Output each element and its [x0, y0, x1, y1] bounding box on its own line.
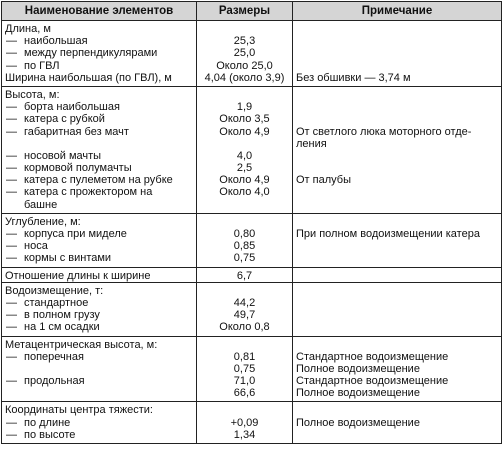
item-label-text: катера с рубкой [24, 113, 105, 126]
specs-table [1, 1, 502, 444]
item-label-text: в полном грузу [24, 309, 100, 322]
item-value: 44,2 [233, 296, 256, 309]
item-label-cont: башне [24, 198, 58, 211]
cell-note [293, 213, 502, 267]
item-value: +0,09 [230, 416, 259, 429]
cell-size [197, 402, 293, 444]
row-value: 6,7 [236, 269, 253, 282]
cell-note [293, 282, 502, 336]
item-label-text: между перпендикулярами [24, 47, 158, 60]
item-note [293, 429, 501, 441]
dash-mark: — [6, 125, 17, 138]
item-value: 25,3 [233, 35, 256, 48]
item-label [2, 60, 196, 72]
item-label-text: корпуса при миделе [24, 228, 127, 240]
cell-note [293, 86, 502, 213]
dash-mark: — [6, 296, 17, 309]
cell-note [293, 402, 502, 444]
cell-size [197, 336, 293, 402]
table-row [2, 213, 502, 267]
dash-mark: — [6, 113, 17, 126]
item-value: 0,85 [233, 240, 256, 253]
spacer [197, 285, 292, 297]
item-label [2, 101, 196, 113]
item-note [293, 47, 501, 59]
dash-mark: — [6, 416, 17, 429]
item-note [293, 35, 501, 47]
item-note [293, 297, 501, 309]
spacer [293, 339, 501, 351]
item-value: 0,80 [233, 228, 256, 240]
item-value: Около 4,9 [219, 174, 270, 187]
dash-mark: — [6, 309, 17, 322]
item-label [2, 375, 196, 387]
item-label-text: по ГВЛ [24, 59, 60, 72]
section-title: Координаты центра тяжести: [5, 404, 153, 417]
table-row [2, 86, 502, 213]
dash-mark: — [6, 101, 17, 114]
item-note: От светлого люка моторного отде- [296, 125, 472, 138]
spacer [293, 89, 501, 101]
item-note: Полное водоизмещение [296, 362, 420, 375]
table-row [2, 21, 502, 87]
item-note [293, 252, 501, 264]
item-label [2, 126, 196, 138]
table-row [2, 336, 502, 402]
item-label-text: катера с прожектором на [24, 186, 153, 199]
dash-mark: — [6, 350, 17, 363]
spacer [2, 387, 196, 399]
item-value: Около 4,0 [219, 186, 270, 199]
item-label [2, 174, 196, 186]
item-label [2, 309, 196, 321]
cell-size [197, 86, 293, 213]
extra-note: Без обшивки — 3,74 м [296, 71, 411, 84]
dash-mark: — [6, 252, 17, 265]
cell-note [293, 267, 502, 282]
item-value: 4,0 [236, 149, 253, 162]
item-value: 25,0 [233, 47, 256, 60]
item-label-text: носа [24, 240, 48, 253]
item-note: От палубы [296, 174, 351, 187]
dash-mark: — [6, 186, 17, 199]
table-row [2, 267, 502, 282]
section-title: Длина, м [5, 23, 51, 35]
item-note-cont: ления [296, 137, 327, 150]
item-label [2, 113, 196, 125]
item-note [293, 321, 501, 333]
item-value: 0,75 [233, 252, 256, 265]
item-note: При полном водоизмещении катера [296, 228, 480, 240]
spacer [293, 404, 501, 416]
item-label [2, 297, 196, 309]
item-value: 66,6 [233, 387, 256, 400]
item-label-text: кормы с винтами [24, 252, 112, 265]
spacer [293, 23, 501, 35]
item-note [293, 240, 501, 252]
item-label [2, 240, 196, 252]
cell-name [2, 336, 197, 402]
item-note: Стандартное водоизмещение [296, 350, 449, 363]
spacer [293, 216, 501, 228]
cell-size [197, 267, 293, 282]
row-label: Отношение длины к ширине [5, 269, 151, 282]
spacer [2, 363, 196, 375]
dash-mark: — [6, 47, 17, 60]
dash-mark: — [6, 428, 17, 441]
spacer [197, 138, 292, 150]
item-value: Около 3,5 [219, 113, 270, 126]
table-body [2, 21, 502, 444]
item-note [293, 101, 501, 113]
dash-mark: — [6, 162, 17, 175]
item-value: 71,0 [233, 375, 256, 388]
spacer [197, 216, 292, 228]
cell-name [2, 21, 197, 87]
item-label [2, 417, 196, 429]
item-value: Около 4,9 [219, 125, 270, 138]
table-row [2, 402, 502, 444]
item-label-text: носовой мачты [24, 149, 102, 162]
dash-mark: — [6, 174, 17, 187]
spacer [197, 339, 292, 351]
cell-name [2, 267, 197, 282]
extra-label: Ширина наибольшая (по ГВЛ), м [5, 71, 172, 84]
header-size: Размеры [197, 2, 293, 21]
dash-mark: — [6, 228, 17, 240]
table-row [2, 282, 502, 336]
item-label-text: поперечная [24, 350, 84, 363]
item-value: 1,34 [233, 428, 256, 441]
item-value: 1,9 [236, 101, 253, 114]
item-label [2, 228, 196, 240]
spacer [197, 199, 292, 211]
item-label [2, 252, 196, 264]
item-value: 0,81 [233, 350, 256, 363]
spacer [197, 89, 292, 101]
item-value: Около 0,8 [219, 321, 270, 334]
dash-mark: — [6, 375, 17, 388]
dash-mark: — [6, 59, 17, 72]
item-note: Полное водоизмещение [296, 416, 420, 429]
cell-name [2, 282, 197, 336]
item-label [2, 429, 196, 441]
cell-name [2, 213, 197, 267]
item-note [293, 113, 501, 125]
item-label [2, 47, 196, 59]
item-label [2, 162, 196, 174]
item-label [2, 150, 196, 162]
item-value: 0,75 [233, 362, 256, 375]
cell-name [2, 86, 197, 213]
section-title: Водоизмещение, т: [5, 284, 104, 297]
dash-mark: — [6, 35, 17, 48]
item-label [2, 186, 196, 198]
item-label [2, 35, 196, 47]
item-note [293, 150, 501, 162]
item-label [2, 321, 196, 333]
item-label-text: стандартное [24, 296, 89, 309]
cell-size [197, 213, 293, 267]
spacer [293, 285, 501, 297]
header-name: Наименование элементов [2, 2, 197, 21]
item-note: Стандартное водоизмещение [296, 375, 449, 388]
row-note [293, 270, 501, 282]
item-label-text: на 1 см осадки [24, 321, 100, 334]
item-label-text: катера с пулеметом на рубке [24, 174, 173, 187]
item-note [293, 60, 501, 72]
item-note [293, 162, 501, 174]
cell-note [293, 21, 502, 87]
item-label-text: габаритная без мачт [24, 125, 129, 138]
item-label-text: по высоте [24, 428, 76, 441]
header-row [2, 2, 502, 21]
dash-mark: — [6, 240, 17, 253]
dash-mark: — [6, 149, 17, 162]
item-label-text: продольная [24, 375, 85, 388]
item-label-text: кормовой полумачты [24, 162, 132, 175]
dash-mark: — [6, 321, 17, 334]
header-note: Примечание [293, 2, 502, 21]
item-note [293, 186, 501, 198]
item-label-text: борта наибольшая [24, 101, 120, 114]
item-label-text: по длине [24, 416, 71, 429]
item-note: Полное водоизмещение [296, 387, 420, 400]
cell-note [293, 336, 502, 402]
item-value: 2,5 [236, 162, 253, 175]
extra-value: 4,04 (около 3,9) [204, 71, 285, 84]
item-note [293, 309, 501, 321]
cell-size [197, 282, 293, 336]
item-note-cont [293, 199, 501, 211]
cell-size [197, 21, 293, 87]
item-label [2, 351, 196, 363]
item-label-cont [2, 138, 196, 150]
item-value: 49,7 [233, 309, 256, 322]
section-title: Углубление, м: [5, 215, 81, 228]
spacer [197, 23, 292, 35]
item-value: Около 25,0 [216, 59, 273, 72]
item-label-text: наибольшая [24, 35, 88, 48]
spacer [197, 404, 292, 416]
section-title: Метацентрическая высота, м: [5, 338, 158, 351]
cell-name [2, 402, 197, 444]
section-title: Высота, м: [5, 88, 60, 101]
